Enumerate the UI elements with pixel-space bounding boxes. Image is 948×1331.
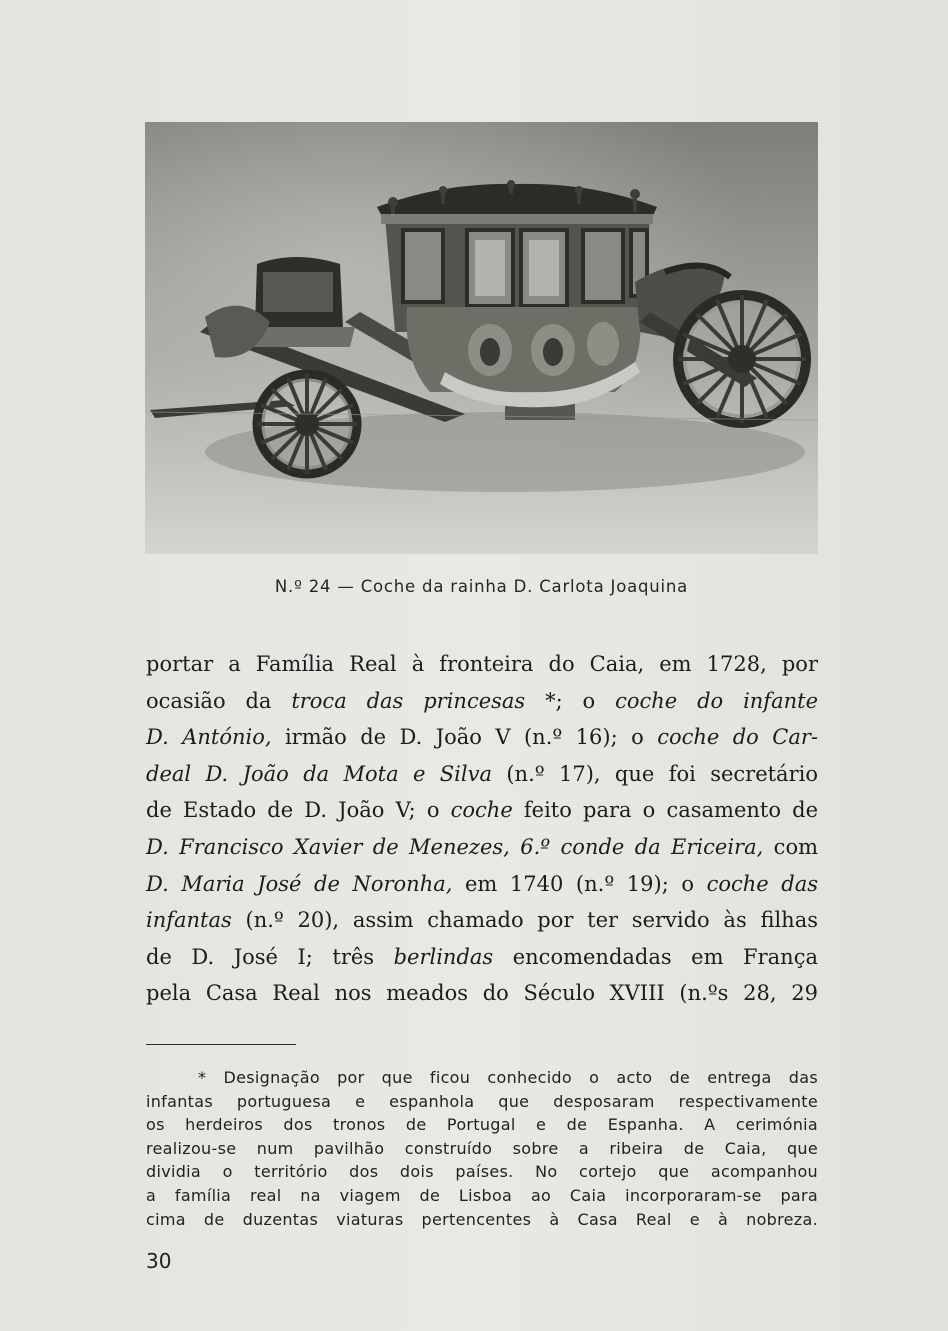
body-line: infantas (n.º 20), assim chamado por ter servido às filhas (146, 908, 818, 933)
body-line: de Estado de D. João V; o coche feito para o casamento de (146, 798, 818, 823)
italic-run: infantas (146, 908, 232, 933)
italic-run: D. António, (146, 725, 272, 750)
figure-caption: N.º 24 — Coche da rainha D. Carlota Joaquina (274, 577, 689, 596)
italic-run: coche das (706, 871, 818, 896)
italic-run: D. Maria José de Noronha, (146, 871, 453, 896)
page-number: 30 (146, 1249, 172, 1273)
body-line: pela Casa Real nos meados do Século XVIII (n.ºs 28, 29 (146, 981, 818, 1006)
body-line: ocasião da troca das princesas *; o coche do infante (146, 688, 818, 713)
italic-run: coche do infante (615, 688, 818, 713)
footnote-line: dividia o território dos dois países. No cortejo que acompanhou (146, 1162, 818, 1182)
coach-photograph (145, 122, 818, 554)
italic-run: troca das princesas (291, 688, 526, 713)
italic-run: berlindas (393, 944, 494, 969)
body-line: D. Francisco Xavier de Menezes, 6.º conde da Ericeira, com (146, 834, 819, 859)
footnote-line: a família real na viagem de Lisboa ao Caia incorporaram-se para (146, 1185, 818, 1205)
footnote (146, 1066, 818, 1231)
body-text (146, 646, 818, 1012)
footnote-line: realizou-se num pavilhão construído sobre a ribeira de Caia, que (146, 1138, 818, 1158)
body-line: D. António, irmão de D. João V (n.º 16); o coche do Car- (146, 725, 818, 750)
body-line: D. Maria José de Noronha, em 1740 (n.º 19); o coche das (146, 871, 818, 896)
footnote-line: os herdeiros dos tronos de Portugal e de Espanha. A cerimónia (146, 1115, 818, 1135)
italic-run: D. Francisco Xavier de Menezes, 6.º conde da Ericeira, (146, 834, 764, 859)
body-line: deal D. João da Mota e Silva (n.º 17), que foi secretário (146, 761, 818, 786)
italic-run: coche (450, 798, 513, 823)
body-line: portar a Família Real à fronteira do Caia, em 1728, por (146, 652, 818, 676)
footnote-line: infantas portuguesa e espanhola que desposaram respectivamente (146, 1091, 818, 1111)
body-line: de D. José I; três berlindas encomendadas em França (146, 944, 818, 969)
italic-run: coche do Car- (657, 725, 818, 750)
footnote-line: * Designação por que ficou conhecido o acto de entrega das (198, 1068, 818, 1087)
footnote-separator (146, 1044, 296, 1045)
italic-run: deal D. João da Mota e Silva (146, 761, 492, 786)
footnote-line: cima de duzentas viaturas pertencentes à Casa Real e à nobreza. (146, 1209, 818, 1229)
